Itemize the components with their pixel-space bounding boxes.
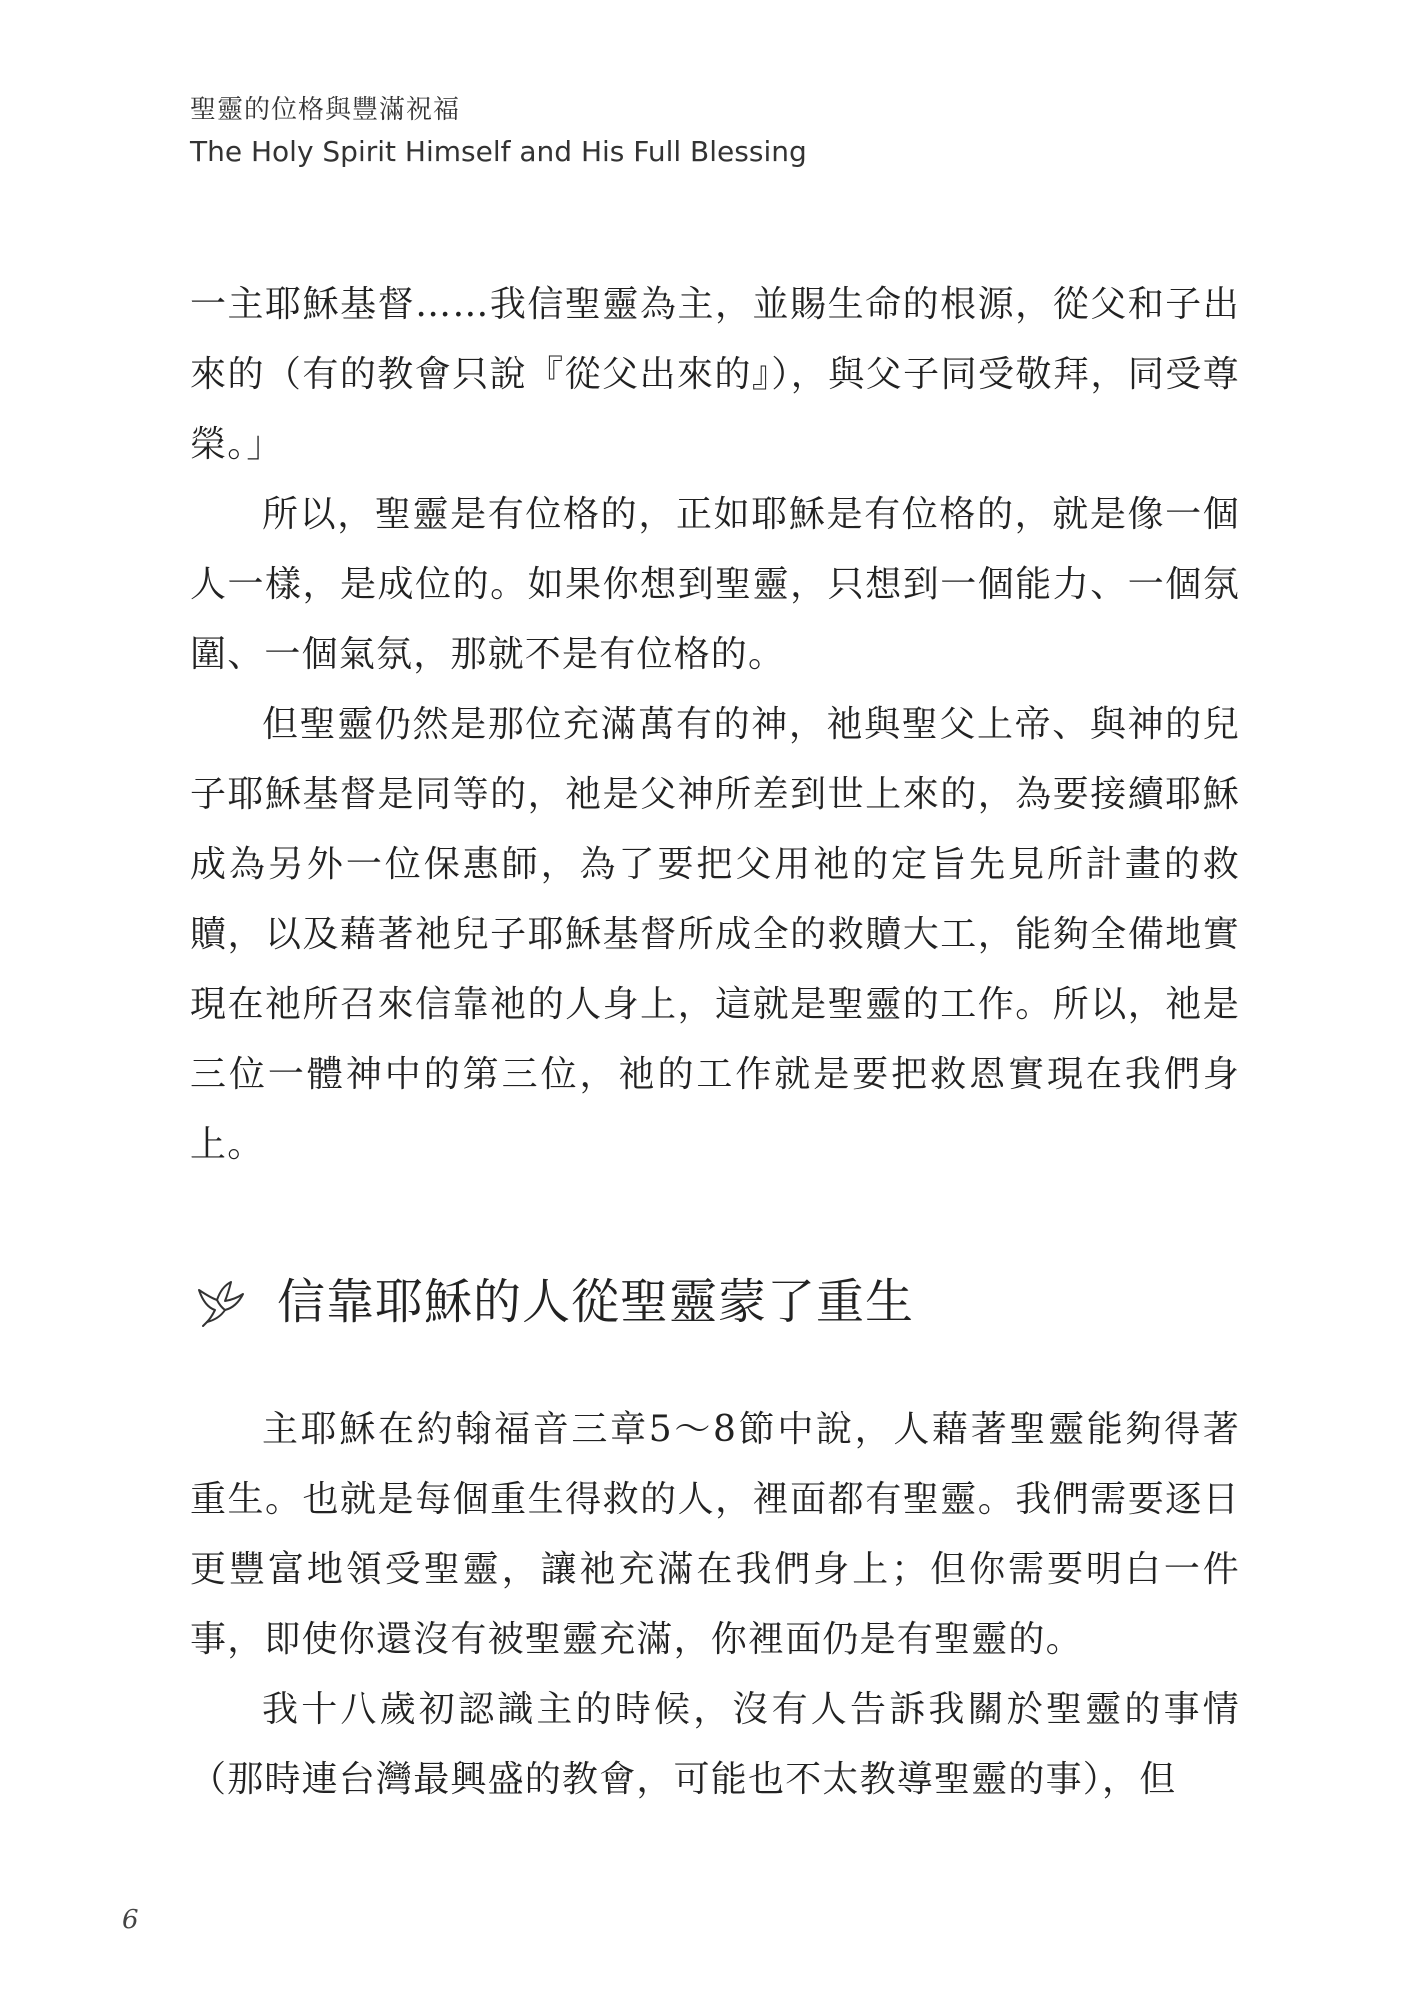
page-number: 6 — [122, 1905, 139, 1935]
running-head — [190, 92, 807, 172]
dove-icon — [195, 1276, 247, 1328]
section-heading-text: 信靠耶穌的人從聖靈蒙了重生 — [277, 1274, 915, 1330]
paragraph-personhood: 所以，聖靈是有位格的，正如耶穌是有位格的，就是像一個人一樣，是成位的。如果你想到聖靈，只想到一個能力、一個氛圍、一個氣氛，那就不是有位格的。 — [190, 494, 1240, 675]
paragraph-rebirth: 主耶穌在約翰福音三章5～8節中說，人藉著聖靈能夠得著重生。也就是每個重生得救的人，裡面都有聖靈。我們需要逐日更豐富地領受聖靈，讓祂充滿在我們身上；但你需要明白一件事，即使你還沒有被聖靈充滿，你裡面仍是有聖靈的。 — [190, 1409, 1240, 1660]
body-text-block-2 — [190, 1395, 1240, 1815]
paragraph-creed-continuation: 一主耶穌基督……我信聖靈為主，並賜生命的根源，從父和子出來的（有的教會只說『從父出來的』），與父子同受敬拜，同受尊榮。」 — [190, 284, 1240, 465]
running-head-title-zh: 聖靈的位格與豐滿祝福 — [190, 95, 461, 125]
running-head-title-en: The Holy Spirit Himself and His Full Blessing — [190, 135, 807, 168]
body-text-block-1 — [190, 270, 1240, 1180]
paragraph-testimony: 我十八歲初認識主的時候，沒有人告訴我關於聖靈的事情（那時連台灣最興盛的教會，可能也不太教導聖靈的事），但 — [190, 1689, 1240, 1800]
paragraph-work-of-spirit: 但聖靈仍然是那位充滿萬有的神，祂與聖父上帝、與神的兒子耶穌基督是同等的，祂是父神所差到世上來的，為要接續耶穌成為另外一位保惠師，為了要把父用祂的定旨先見所計畫的救贖，以及藉著祂兒子耶穌基督所成全的救贖大工，能夠全備地實現在祂所召來信靠祂的人身上，這就是聖靈的工作。所以，祂是三位一體神中的第三位，祂的工作就是要把救恩實現在我們身上。 — [190, 704, 1240, 1165]
section-heading — [195, 1270, 914, 1334]
